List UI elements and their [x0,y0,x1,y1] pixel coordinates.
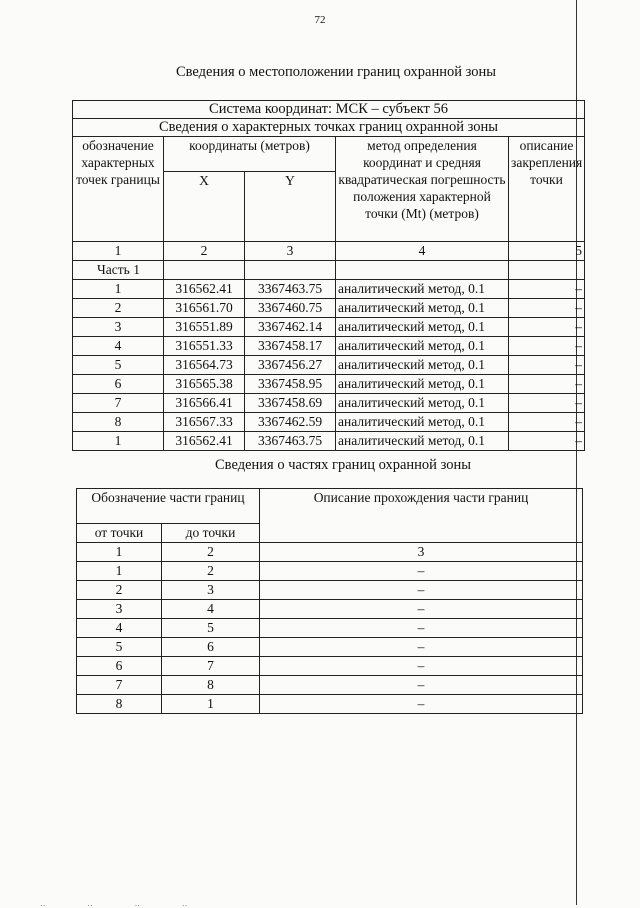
part-description-cell: – [260,600,583,619]
parts-rows [77,562,583,714]
part-description-cell: – [260,619,583,638]
table-row [73,413,585,432]
y-coordinate: 3367462.14 [245,318,336,337]
points-info-row: Сведения о характерных точках границ охранной зоны [73,119,585,137]
column-number: 1 [77,543,162,562]
to-point-cell: 4 [162,600,260,619]
table-row [73,356,585,375]
table-row [73,280,585,299]
y-coordinate: 3367460.75 [245,299,336,318]
x-coordinate: 316562.41 [164,432,245,451]
table-row [73,432,585,451]
method-cell: аналитический метод, 0.1 [336,413,509,432]
page-number: 72 [314,14,326,26]
x-coordinate: 316564.73 [164,356,245,375]
from-point-cell: 6 [77,657,162,676]
point-number: 1 [73,280,164,299]
column-number: 2 [164,242,245,261]
x-coordinate: 316566.41 [164,394,245,413]
from-point-cell: 3 [77,600,162,619]
boundary-points-table [72,100,585,451]
table-row [77,695,583,714]
table-row [77,600,583,619]
part-description-cell: – [260,581,583,600]
point-number: 8 [73,413,164,432]
table-row [73,375,585,394]
x-coordinate: 316551.33 [164,337,245,356]
to-point-cell: 8 [162,676,260,695]
description-cell: – [509,413,585,432]
y-coordinate: 3367458.17 [245,337,336,356]
table-row [77,657,583,676]
header-description: описание закрепления точки [509,137,585,242]
description-cell: – [509,318,585,337]
y-coordinate: 3367458.95 [245,375,336,394]
part-description-cell: – [260,638,583,657]
from-point-cell: 4 [77,619,162,638]
from-point-cell: 1 [77,562,162,581]
method-cell: аналитический метод, 0.1 [336,318,509,337]
header-x: X [164,172,245,242]
point-number: 7 [73,394,164,413]
point-number: 6 [73,375,164,394]
method-cell: аналитический метод, 0.1 [336,337,509,356]
header-from-point: от точки [77,524,162,543]
point-number: 4 [73,337,164,356]
table-row [77,638,583,657]
description-cell: – [509,394,585,413]
point-number: 2 [73,299,164,318]
description-cell: – [509,280,585,299]
to-point-cell: 6 [162,638,260,657]
part-description-cell: – [260,695,583,714]
y-coordinate: 3367456.27 [245,356,336,375]
points-rows [73,280,585,451]
description-cell: – [509,356,585,375]
description-cell: – [509,299,585,318]
method-cell: аналитический метод, 0.1 [336,299,509,318]
coordinate-system-row: Система координат: МСК – субъект 56 [73,101,585,119]
method-cell: аналитический метод, 0.1 [336,280,509,299]
table-row [73,299,585,318]
to-point-cell: 7 [162,657,260,676]
x-coordinate: 316567.33 [164,413,245,432]
part-description-cell: – [260,562,583,581]
y-coordinate: 3367462.59 [245,413,336,432]
point-number: 1 [73,432,164,451]
table-row [77,619,583,638]
header-y: Y [245,172,336,242]
table-row [73,394,585,413]
to-point-cell: 1 [162,695,260,714]
column-number: 5 [509,242,585,261]
description-cell: – [509,337,585,356]
y-coordinate: 3367463.75 [245,280,336,299]
header-to-point: до точки [162,524,260,543]
column-number: 3 [260,543,583,562]
y-coordinate: 3367458.69 [245,394,336,413]
method-cell: аналитический метод, 0.1 [336,375,509,394]
x-coordinate: 316562.41 [164,280,245,299]
x-coordinate: 316561.70 [164,299,245,318]
header-part-description: Описание прохождения части границ [260,489,583,543]
method-cell: аналитический метод, 0.1 [336,356,509,375]
method-cell: аналитический метод, 0.1 [336,432,509,451]
column-number: 1 [73,242,164,261]
point-number: 3 [73,318,164,337]
column-number: 2 [162,543,260,562]
part-label: Часть 1 [73,261,164,280]
column-number: 4 [336,242,509,261]
header-method: метод определения координат и средняя квадратическая погрешность положения характерной точки (Mt) (метров) [336,137,509,242]
table-row [73,337,585,356]
to-point-cell: 5 [162,619,260,638]
section1-title: Сведения о местоположении границ охранной зоны [175,64,496,80]
header-part-designation: Обозначение части границ [77,489,260,524]
x-coordinate: 316551.89 [164,318,245,337]
table-row [77,676,583,695]
from-point-cell: 8 [77,695,162,714]
description-cell: – [509,375,585,394]
method-cell: аналитический метод, 0.1 [336,394,509,413]
description-cell: – [509,432,585,451]
from-point-cell: 5 [77,638,162,657]
section2-title: Сведения о частях границ охранной зоны [215,457,471,473]
table-row [73,318,585,337]
header-designation: обозначение характерных точек границы [73,137,164,242]
part-description-cell: – [260,676,583,695]
table-row [77,581,583,600]
to-point-cell: 2 [162,562,260,581]
y-coordinate: 3367463.75 [245,432,336,451]
scan-marks: ‥ ‥ ‥ ‥ [40,899,208,908]
point-number: 5 [73,356,164,375]
header-coordinates: координаты (метров) [164,137,336,172]
x-coordinate: 316565.38 [164,375,245,394]
from-point-cell: 2 [77,581,162,600]
to-point-cell: 3 [162,581,260,600]
column-number: 3 [245,242,336,261]
part-description-cell: – [260,657,583,676]
from-point-cell: 7 [77,676,162,695]
table-row [77,562,583,581]
boundary-parts-table [76,488,583,714]
